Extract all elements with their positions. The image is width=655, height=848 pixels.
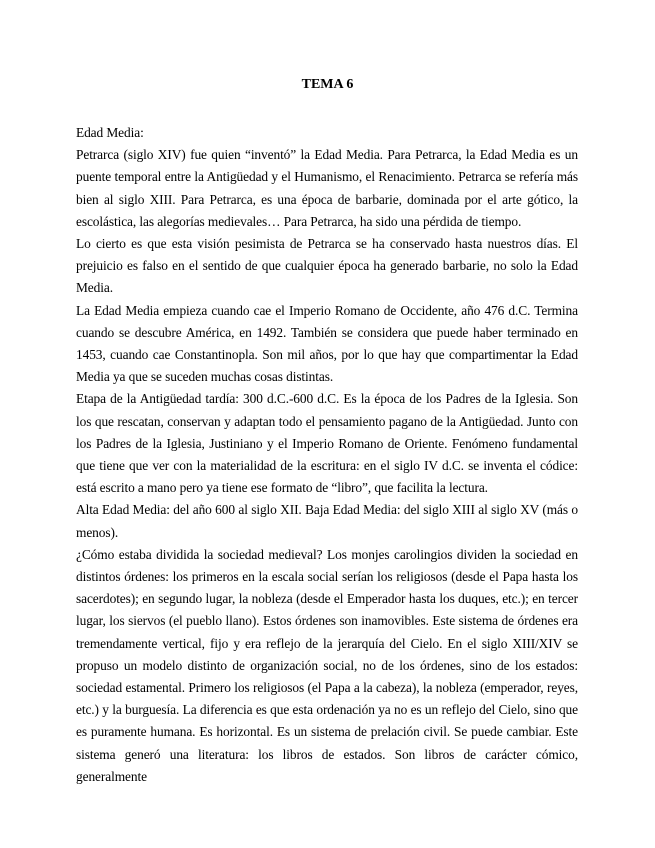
paragraph: Alta Edad Media: del año 600 al siglo XII. Baja Edad Media: del siglo XIII al siglo XV (más o menos). (76, 502, 578, 540)
paragraph-heading: Edad Media: (76, 125, 144, 140)
paragraph: Lo cierto es que esta visión pesimista de Petrarca se ha conservado hasta nuestros días. El prejuicio es falso en el sentido de que cualquier época ha generado barbarie, no solo la Edad Media. (76, 236, 578, 296)
paragraph: Etapa de la Antigüedad tardía: 300 d.C.-600 d.C. Es la época de los Padres de la Iglesia. Son los que rescatan, conservan y adaptan todo el pensamiento pagano de la Antigüedad. Junto con los Padres de la Iglesia, Justiniano y el Imperio Romano de Oriente. Fenómeno fundamental que tiene que ver con la materialidad de la escritura: en el siglo IV d.C. se inventa el códice: está escrito a mano pero ya tiene ese formato de “libro”, que facilita la lectura. (76, 391, 578, 496)
paragraph: La Edad Media empieza cuando cae el Imperio Romano de Occidente, año 476 d.C. Termina cuando se descubre América, en 1492. También se considera que puede haber terminado en 1453, cuando cae Constantinopla. Son mil años, por lo que hay que compartimentar la Edad Media ya que se suceden muchas cosas distintas. (76, 302, 578, 385)
document-body (76, 122, 578, 788)
page-title: TEMA 6 (301, 77, 354, 92)
paragraph: ¿Cómo estaba dividida la sociedad medieval? Los monjes carolingios dividen la sociedad en distintos órdenes: los primeros en la escala social serían los religiosos (desde el Papa hasta los sacerdotes); en segundo lugar, la nobleza (desde el Emperador hasta los duques, etc.); en tercer lugar, los siervos (el pueblo llano). Estos órdenes son inamovibles. Este sistema de órdenes era tremendamente vertical, fijo y era reflejo de la jerarquía del Cielo. En el siglo XIII/XIV se propuso un modelo distinto de organización social, no de los órdenes, sino de los estados: sociedad estamental. Primero los religiosos (el Papa a la cabeza), la nobleza (emperador, reyes, etc.) y la burguesía. La diferencia es que esta ordenación ya no es un reflejo del Cielo, sino que es puramente humana. Es horizontal. Es un sistema de prelación civil. Se puede cambiar. Este sistema generó una literatura: los libros de estados. Son libros de carácter cómico, generalmente (76, 546, 578, 784)
paragraph: Petrarca (siglo XIV) fue quien “inventó” la Edad Media. Para Petrarca, la Edad Media es un puente temporal entre la Antigüedad y el Humanismo, el Renacimiento. Petrarca se refería más bien al siglo XIII. Para Petrarca, es una época de barbarie, dominada por el arte gótico, la escolástica, las alegorías medievales… Para Petrarca, ha sido una pérdida de tiempo. (76, 147, 578, 229)
